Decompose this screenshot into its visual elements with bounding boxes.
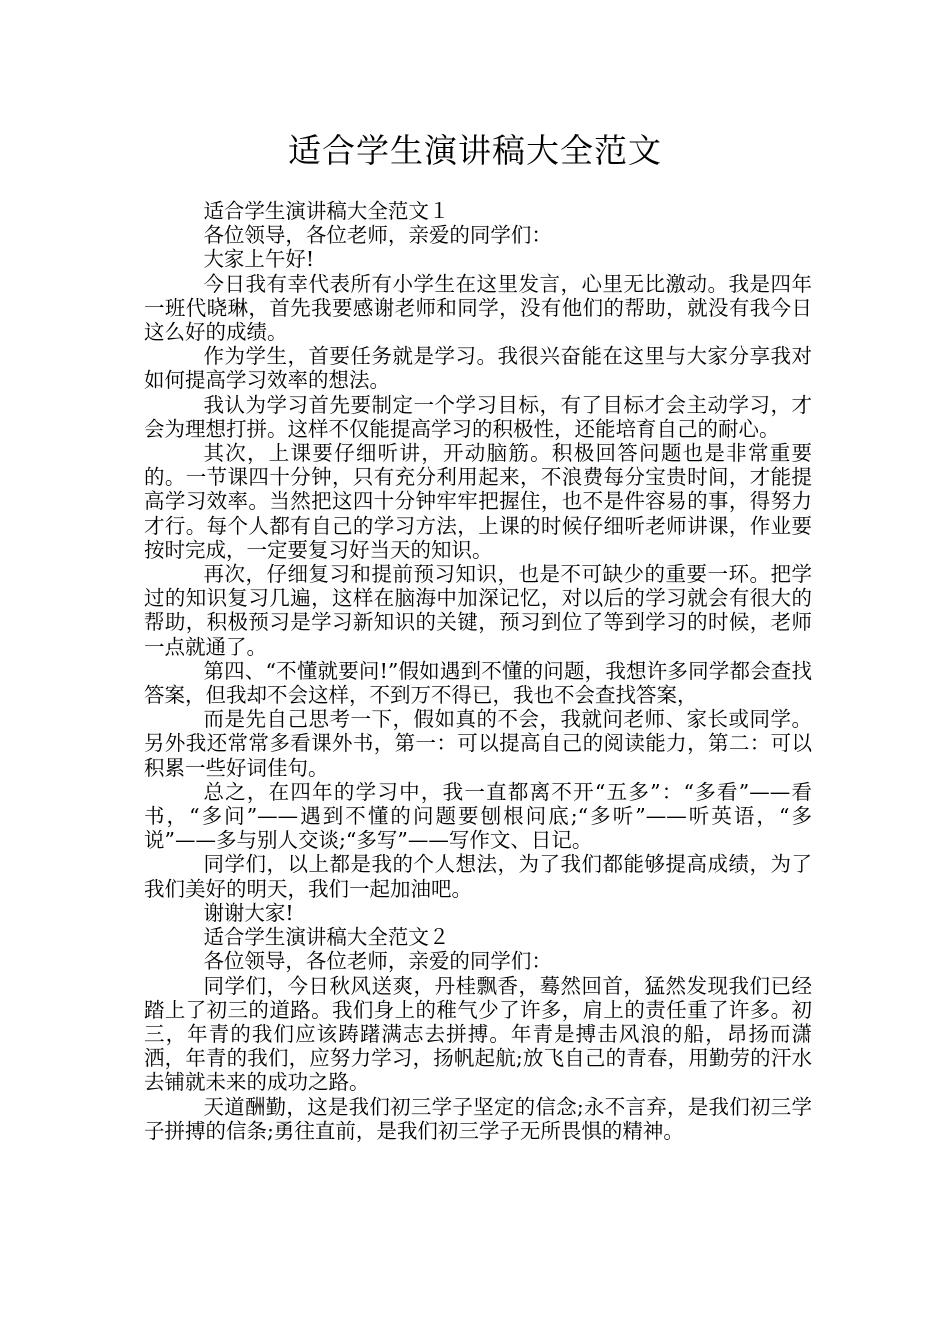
paragraph: 今日我有幸代表所有小学生在这里发言，心里无比激动。我是四年一班代晓琳，首先我要感谢老师和同学，没有他们的帮助，就没有我今日这么好的成绩。 — [144, 271, 812, 345]
section-heading: 适合学生演讲稿大全范文１ — [203, 199, 450, 223]
salutation: 各位领导，各位老师，亲爱的同学们： — [203, 949, 552, 974]
paragraph: 天道酬勤，这是我们初三学子坚定的信念;永不言弃，是我们初三学子拼搏的信条;勇往直前，是我们初三学子无所畏惧的精神。 — [144, 1094, 812, 1143]
document-body — [144, 199, 819, 1143]
paragraph: 作为学生，首要任务就是学习。我很兴奋能在这里与大家分享我对如何提高学习效率的想法。 — [144, 344, 812, 393]
paragraph: 同学们，今日秋风送爽，丹桂飘香，蓦然回首，猛然发现我们已经踏上了初三的道路。我们身上的稚气少了许多，肩上的责任重了许多。初三，年青的我们应该踌躇满志去拼搏。年青是搏击风浪的船，昂扬而潇洒，年青的我们，应努力学习，扬帆起航;放飞自己的青春，用勤劳的汗水去铺就未来的成功之路。 — [144, 973, 812, 1095]
salutation: 各位领导，各位老师，亲爱的同学们： — [203, 223, 552, 248]
paragraph: 其次，上课要仔细听讲，开动脑筋。积极回答问题也是非常重要的。一节课四十分钟，只有充分利用起来，不浪费每分宝贵时间，才能提高学习效率。当然把这四十分钟牢牢把握住，也不是件容易的事，得努力才行。每个人都有自己的学习方法，上课的时候仔细听老师讲课，作业要按时完成，一定要复习好当天的知识。 — [144, 441, 812, 562]
paragraph: 第四、“不懂就要问!”假如遇到不懂的问题，我想许多同学都会查找答案，但我却不会这样，不到万不得已，我也不会查找答案， — [144, 658, 812, 708]
paragraph: 同学们，以上都是我的个人想法，为了我们都能够提高成绩，为了我们美好的明天，我们一起加油吧。 — [144, 852, 812, 901]
closing: 谢谢大家! — [203, 900, 294, 925]
paragraph: 总之，在四年的学习中，我一直都离不开“五多”：“多看”——看书，“多问”——遇到不懂的问题要刨根问底;“多听”——听英语，“多说”——多与别人交谈;“多写”——写作文、日记。 — [144, 779, 812, 853]
greeting: 大家上午好! — [203, 247, 315, 272]
page-title: 适合学生演讲稿大全范文 — [288, 131, 662, 170]
paragraph: 而是先自己思考一下，假如真的不会，我就问老师、家长或同学。 另外我还常常多看课外书，第一：可以提高自己的阅读能力，第二：可以积累一些好词佳句。 — [144, 707, 819, 780]
paragraph: 我认为学习首先要制定一个学习目标，有了目标才会主动学习，才会为理想打拼。这样不仅能提高学习的积极性，还能培育自己的耐心。 — [144, 392, 812, 441]
section-heading: 适合学生演讲稿大全范文２ — [203, 925, 450, 950]
paragraph: 再次，仔细复习和提前预习知识，也是不可缺少的重要一环。把学过的知识复习几遍，这样在脑海中加深记忆，对以后的学习就会有很大的帮助，积极预习是学习新知识的关键，预习到位了等到学习的时候，老师一点就通了。 — [144, 562, 812, 659]
